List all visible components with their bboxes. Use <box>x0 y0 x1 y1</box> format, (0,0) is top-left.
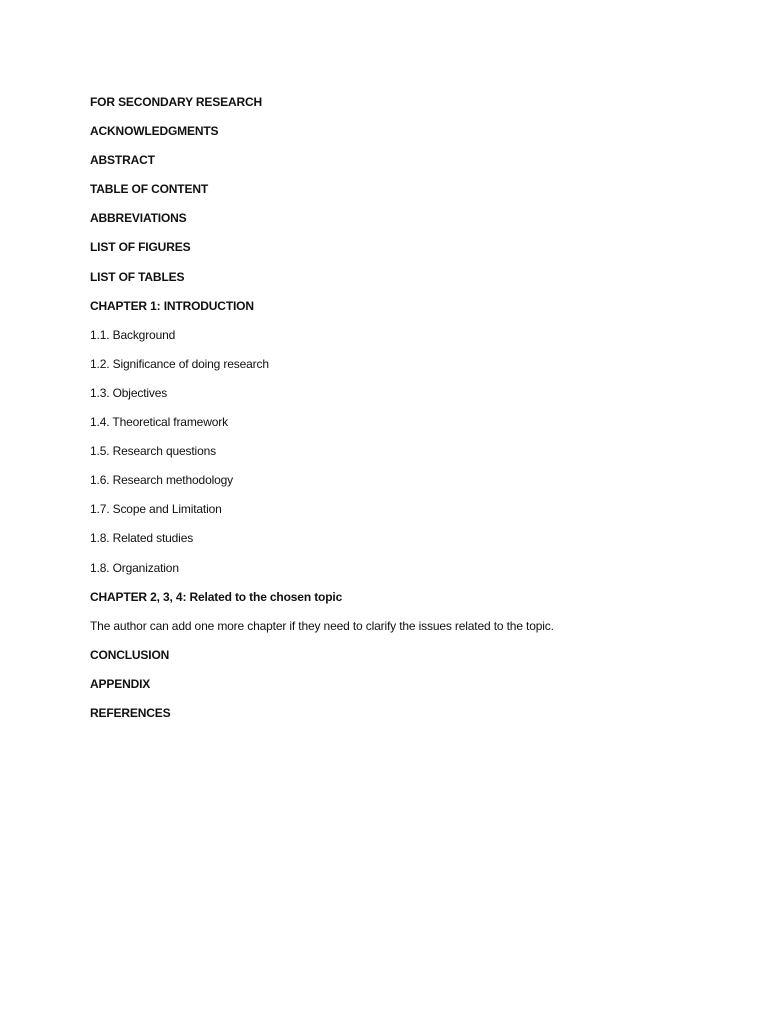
subsection-item: 1.2. Significance of doing research <box>90 356 269 371</box>
document-title: FOR SECONDARY RESEARCH <box>90 95 263 109</box>
subsection-item: 1.4. Theoretical framework <box>90 415 228 430</box>
body-paragraph: The author can add one more chapter if they need to clarify the issues related to the topic. <box>90 618 554 633</box>
section-heading-references: REFERENCES <box>90 705 171 720</box>
section-heading-appendix: APPENDIX <box>90 676 151 691</box>
subsection-item: 1.8. Organization <box>90 560 179 575</box>
chapter-heading-introduction: CHAPTER 1: INTRODUCTION <box>90 298 254 313</box>
section-heading-abbreviations: ABBREVIATIONS <box>90 211 187 226</box>
section-heading-table-of-content: TABLE OF CONTENT <box>90 182 209 197</box>
subsection-item: 1.7. Scope and Limitation <box>90 502 222 517</box>
section-heading-list-of-tables: LIST OF TABLES <box>90 269 185 284</box>
subsection-item: 1.6. Research methodology <box>90 473 234 488</box>
section-heading-conclusion: CONCLUSION <box>90 647 170 662</box>
chapter-heading-topic: CHAPTER 2, 3, 4: Related to the chosen topic <box>90 589 343 604</box>
subsection-item: 1.8. Related studies <box>90 531 194 546</box>
subsection-item: 1.3. Objectives <box>90 385 168 400</box>
section-heading-list-of-figures: LIST OF FIGURES <box>90 240 191 255</box>
subsection-item: 1.5. Research questions <box>90 444 216 459</box>
section-heading-acknowledgments: ACKNOWLEDGMENTS <box>90 124 219 139</box>
subsection-item: 1.1. Background <box>90 327 176 342</box>
section-heading-abstract: ABSTRACT <box>90 153 155 168</box>
